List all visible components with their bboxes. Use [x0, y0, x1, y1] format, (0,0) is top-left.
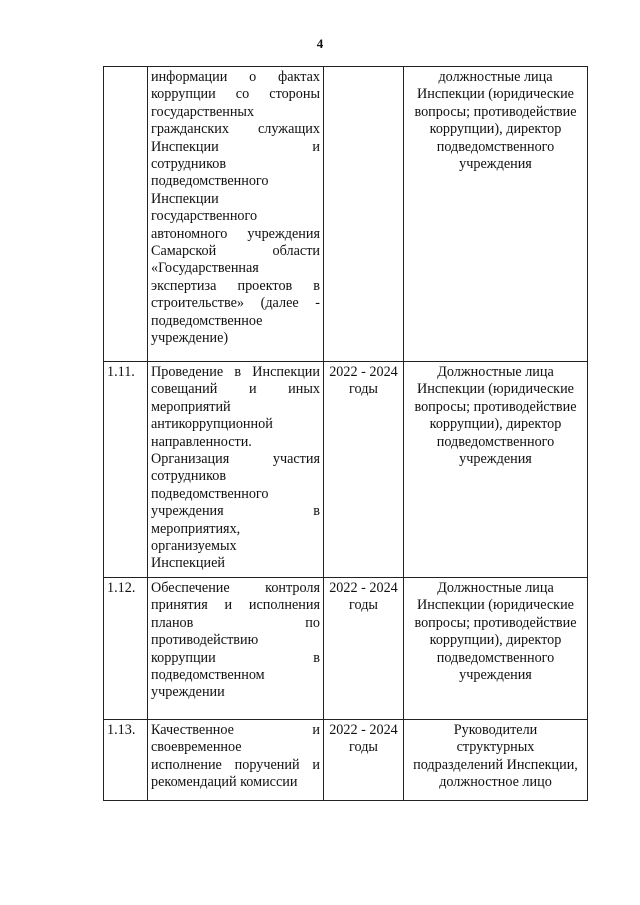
event-line: рекомендаций комиссии — [151, 774, 298, 791]
event-line: информации о фактах — [151, 69, 320, 85]
event-line: принятия и исполнения — [151, 597, 320, 614]
event-line: учреждения в — [151, 503, 320, 520]
event-line: Организация участия — [151, 451, 320, 468]
event-line: направленности. — [151, 433, 252, 450]
event-line: учреждение) — [151, 330, 229, 347]
table-row — [104, 720, 588, 801]
responsible-line: учреждения — [459, 156, 532, 173]
term-line: 2022 - 2024 — [329, 364, 398, 380]
event-line: организуемых — [151, 538, 237, 555]
event-line: совещаний и иных — [151, 381, 320, 398]
responsible-line: Должностные лица — [437, 580, 554, 596]
responsible-line: Инспекции (юридические — [417, 86, 574, 103]
responsible-line: учреждения — [459, 667, 532, 684]
event-line: противодействию — [151, 632, 259, 649]
item-number-cell — [104, 67, 148, 362]
responsible-line: вопросы; противодействие — [414, 614, 577, 631]
event-cell — [148, 578, 324, 720]
event-line: государственных — [151, 103, 255, 120]
responsible-cell — [404, 67, 588, 362]
table-row — [104, 362, 588, 578]
event-line: мероприятиях, — [151, 520, 241, 537]
event-line: своевременное — [151, 739, 242, 756]
event-line: автономного учреждения — [151, 225, 320, 242]
item-number-cell: 1.12. — [104, 578, 148, 720]
event-line: сотрудников — [151, 156, 227, 173]
term-cell — [324, 67, 404, 362]
event-line: подведомственное — [151, 312, 263, 329]
event-line: экспертиза проектов в — [151, 277, 320, 294]
responsible-line: должностные лица — [438, 69, 553, 85]
event-line: антикоррупционной — [151, 416, 273, 433]
responsible-line: структурных — [456, 739, 535, 756]
event-line: сотрудников — [151, 468, 227, 485]
responsible-line: должностное лицо — [439, 774, 552, 791]
responsible-line: коррупции), директор — [429, 121, 562, 138]
responsible-cell — [404, 720, 588, 801]
event-line: учреждении — [151, 684, 225, 701]
event-cell — [148, 67, 324, 362]
term-line: 2022 - 2024 — [329, 722, 398, 738]
event-line: подведомственного — [151, 173, 269, 190]
responsible-line: Должностные лица — [437, 364, 554, 380]
responsible-cell — [404, 578, 588, 720]
responsible-cell — [404, 362, 588, 578]
term-line: годы — [349, 597, 378, 614]
responsible-line: подведомственного — [436, 433, 555, 450]
event-line: Инспекции — [151, 190, 219, 207]
table-row — [104, 67, 588, 362]
term-line: годы — [349, 381, 378, 398]
term-line: 2022 - 2024 — [329, 580, 398, 596]
event-cell — [148, 362, 324, 578]
event-line: Инспекцией — [151, 555, 225, 572]
responsible-line: Руководители — [453, 722, 538, 738]
item-number-cell: 1.11. — [104, 362, 148, 578]
event-line: подведомственного — [151, 485, 269, 502]
plan-table-body — [104, 67, 588, 801]
event-line: мероприятий — [151, 398, 231, 415]
event-line: коррупции со стороны — [151, 86, 320, 103]
responsible-line: Инспекции (юридические — [417, 381, 574, 398]
event-line: Обеспечение контроля — [151, 580, 320, 596]
event-line: государственного — [151, 208, 258, 225]
item-number-cell: 1.13. — [104, 720, 148, 801]
event-line: строительстве» (далее - — [151, 295, 320, 312]
event-line: «Государственная — [151, 260, 259, 277]
responsible-line: коррупции), директор — [429, 632, 562, 649]
event-line: Инспекции и — [151, 138, 320, 155]
responsible-line: учреждения — [459, 451, 532, 468]
responsible-line: подразделений Инспекции, — [413, 756, 578, 773]
event-line: коррупции в — [151, 649, 320, 666]
responsible-line: вопросы; противодействие — [414, 398, 577, 415]
term-cell — [324, 578, 404, 720]
responsible-line: коррупции), директор — [429, 416, 562, 433]
responsible-line: подведомственного — [436, 649, 555, 666]
event-line: планов по — [151, 614, 320, 631]
responsible-line: Инспекции (юридические — [417, 597, 574, 614]
event-line: подведомственном — [151, 667, 265, 684]
plan-table — [103, 66, 588, 801]
table-row — [104, 578, 588, 720]
event-cell — [148, 720, 324, 801]
event-line: Качественное и — [151, 722, 320, 738]
responsible-line: вопросы; противодействие — [414, 103, 577, 120]
responsible-line: подведомственного — [436, 138, 555, 155]
term-cell — [324, 720, 404, 801]
event-line: Самарской области — [151, 243, 320, 260]
page-number: 4 — [316, 36, 324, 51]
term-cell — [324, 362, 404, 578]
event-line: гражданских служащих — [151, 121, 320, 138]
event-line: Проведение в Инспекции — [151, 364, 320, 380]
term-line: годы — [349, 739, 378, 756]
event-line: исполнение поручений и — [151, 756, 320, 773]
